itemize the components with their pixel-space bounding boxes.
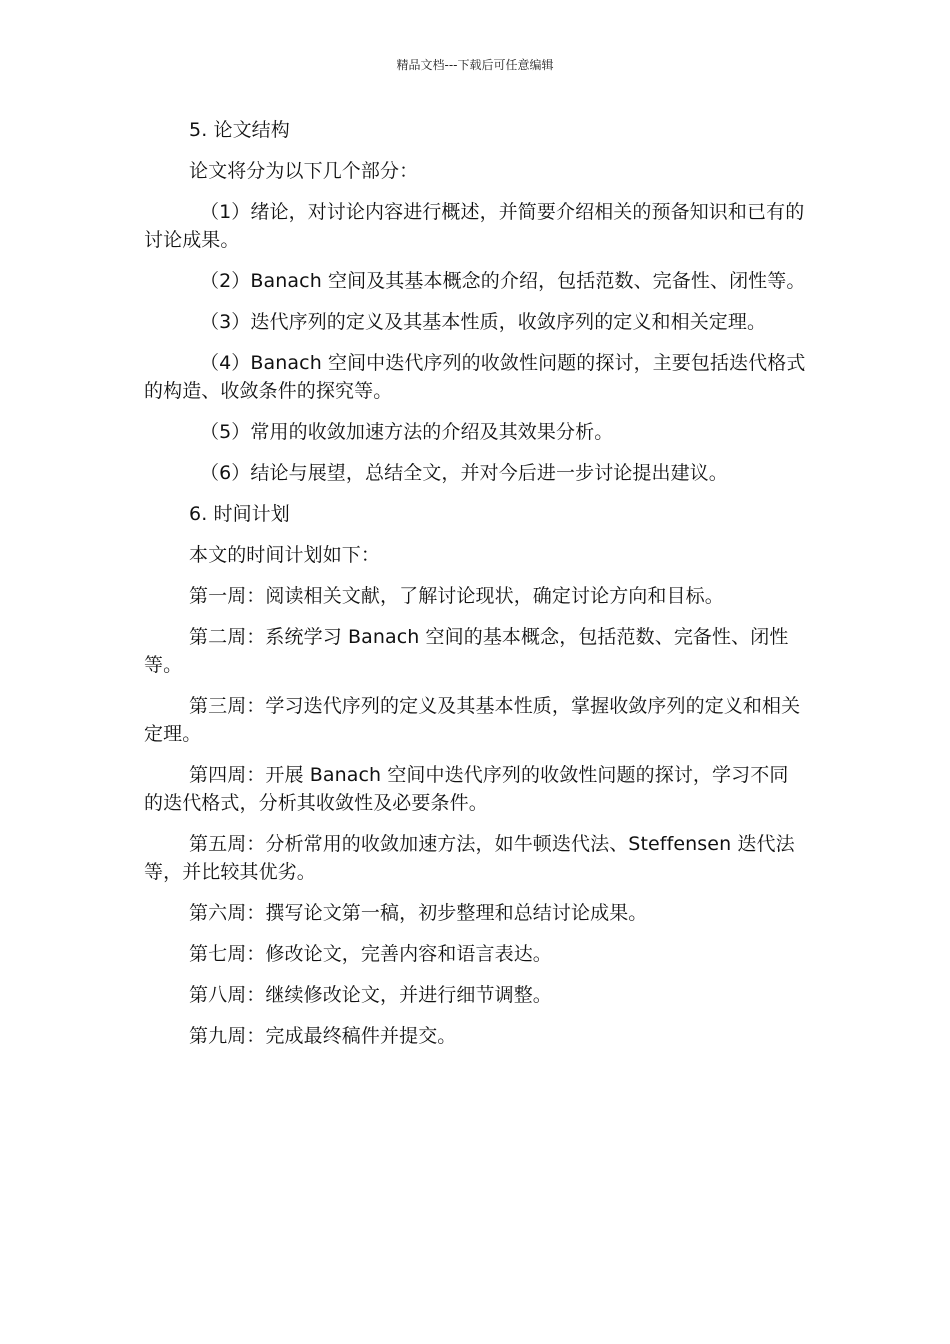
schedule-week-item: 第三周：学习迭代序列的定义及其基本性质，掌握收敛序列的定义和相关定理。 (144, 695, 801, 745)
schedule-week-item: 第二周：系统学习 Banach 空间的基本概念，包括范数、完备性、闭性等。 (144, 626, 789, 676)
structure-item: （6）结论与展望，总结全文，并对今后进一步讨论提出建议。 (200, 462, 728, 484)
structure-item: （1）绪论，对讨论内容进行概述，并简要介绍相关的预备知识和已有的讨论成果。 (144, 201, 805, 251)
structure-item: （3）迭代序列的定义及其基本性质，收敛序列的定义和相关定理。 (200, 311, 767, 333)
schedule-week-item: 第一周：阅读相关文献，了解讨论现状，确定讨论方向和目标。 (189, 585, 724, 607)
schedule-week-item: 第五周：分析常用的收敛加速方法，如牛顿迭代法、Steffensen 迭代法等，并比较其优劣。 (144, 833, 795, 883)
section-heading-schedule: 6. 时间计划 (189, 503, 290, 525)
section-intro-schedule: 本文的时间计划如下： (189, 544, 381, 566)
structure-item: （2）Banach 空间及其基本概念的介绍，包括范数、完备性、闭性等。 (200, 270, 806, 292)
schedule-week-item: 第七周：修改论文，完善内容和语言表达。 (189, 943, 552, 965)
schedule-week-item: 第八周：继续修改论文，并进行细节调整。 (189, 984, 552, 1006)
schedule-week-item: 第四周：开展 Banach 空间中迭代序列的收敛性问题的探讨，学习不同的迭代格式，分析其收敛性及必要条件。 (144, 764, 789, 814)
structure-item: （5）常用的收敛加速方法的介绍及其效果分析。 (200, 421, 614, 443)
schedule-week-item: 第九周：完成最终稿件并提交。 (189, 1025, 457, 1047)
structure-item: （4）Banach 空间中迭代序列的收敛性问题的探讨，主要包括迭代格式的构造、收敛条件的探究等。 (144, 352, 806, 402)
schedule-week-item: 第六周：撰写论文第一稿，初步整理和总结讨论成果。 (189, 902, 648, 924)
document-body (144, 116, 806, 1063)
page-header: 精品文档---下载后可任意编辑 (396, 58, 554, 72)
section-intro-structure: 论文将分为以下几个部分： (189, 160, 419, 182)
section-heading-structure: 5. 论文结构 (189, 119, 290, 141)
